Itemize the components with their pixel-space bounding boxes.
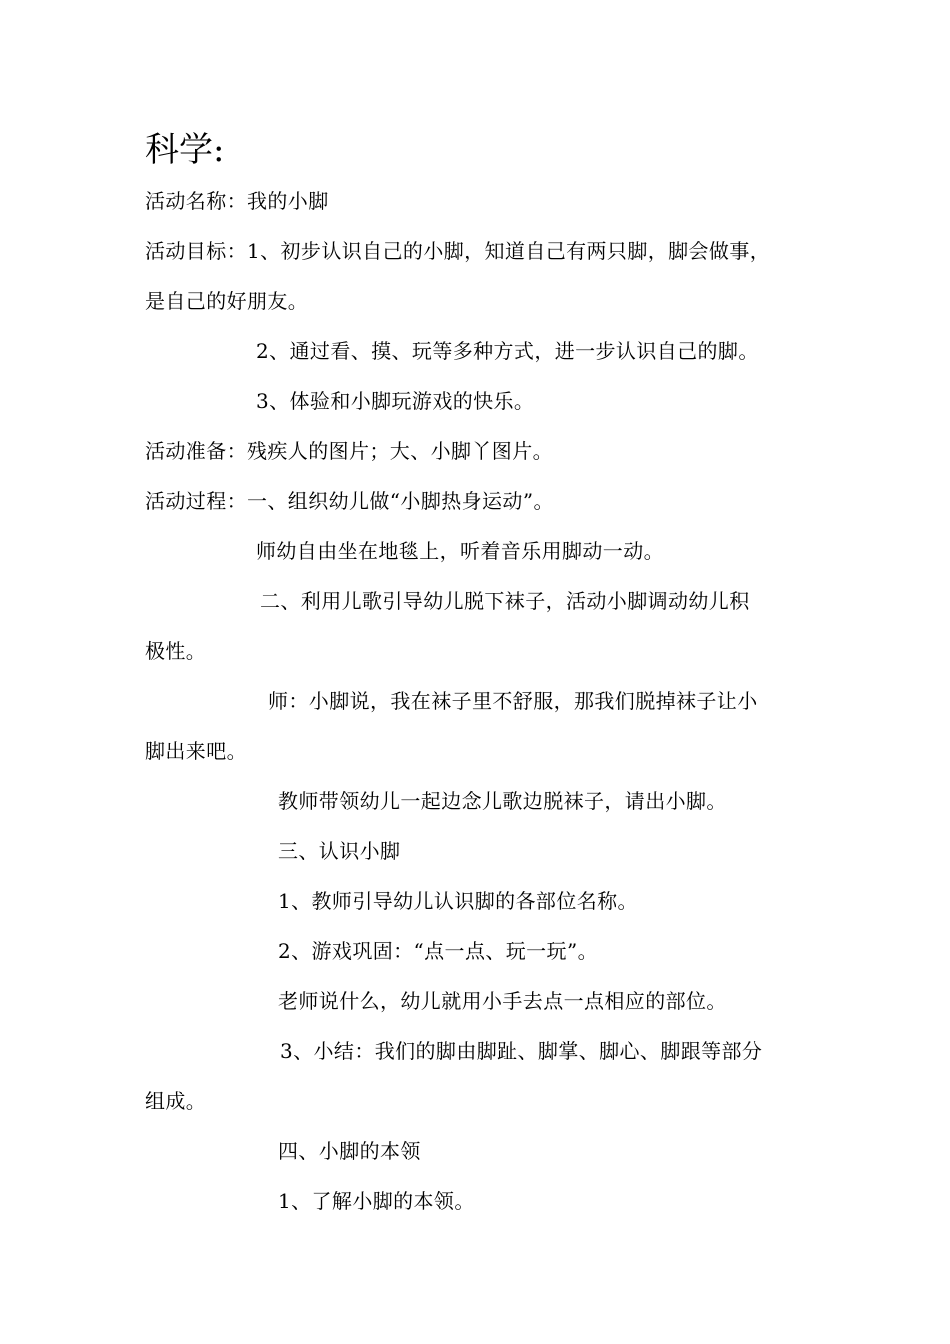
process-section-3-heading: 三、认识小脚 [278,839,401,863]
section-3-item-2: 2、游戏巩固：“点一点、玩一玩”。 [278,939,598,963]
process-section-4-heading: 四、小脚的本领 [278,1139,421,1163]
process-step-text: 师幼自由坐在地毯上，听着音乐用脚动一动。 [256,539,664,563]
process-step-text: 教师带领幼儿一起边念儿歌边脱袜子，请出小脚。 [278,789,727,813]
activity-name-line: 活动名称：我的小脚 [145,189,329,213]
goal-item-3: 3、体验和小脚玩游戏的快乐。 [256,389,535,413]
section-3-item-3: 3、小结：我们的脚由脚趾、脚掌、脚心、脚跟等部分 [280,1039,763,1063]
document-title: 科学: [145,130,225,170]
section-3-item-1: 1、教师引导幼儿认识脚的各部位名称。 [278,889,638,913]
teacher-dialogue-continuation: 脚出来吧。 [145,739,247,763]
activity-preparation-line: 活动准备：残疾人的图片；大、小脚丫图片。 [145,439,553,463]
process-section-2: 二、利用儿歌引导幼儿脱下袜子，活动小脚调动幼儿积 [260,589,750,613]
activity-goal-line: 活动目标：1、初步认识自己的小脚，知道自己有两只脚，脚会做事， [145,239,771,263]
teacher-dialogue-line: 师：小脚说，我在袜子里不舒服，那我们脱掉袜子让小 [268,689,758,713]
section-3-item-3-continuation: 组成。 [145,1089,207,1113]
activity-goal-continuation: 是自己的好朋友。 [145,289,309,313]
process-section-2-continuation: 极性。 [145,639,207,663]
process-step-text: 老师说什么，幼儿就用小手去点一点相应的部位。 [278,989,727,1013]
section-4-item-1: 1、了解小脚的本领。 [278,1189,475,1213]
activity-process-line: 活动过程：一、组织幼儿做“小脚热身运动”。 [145,489,554,513]
goal-item-2: 2、通过看、摸、玩等多种方式，进一步认识自己的脚。 [256,339,759,363]
